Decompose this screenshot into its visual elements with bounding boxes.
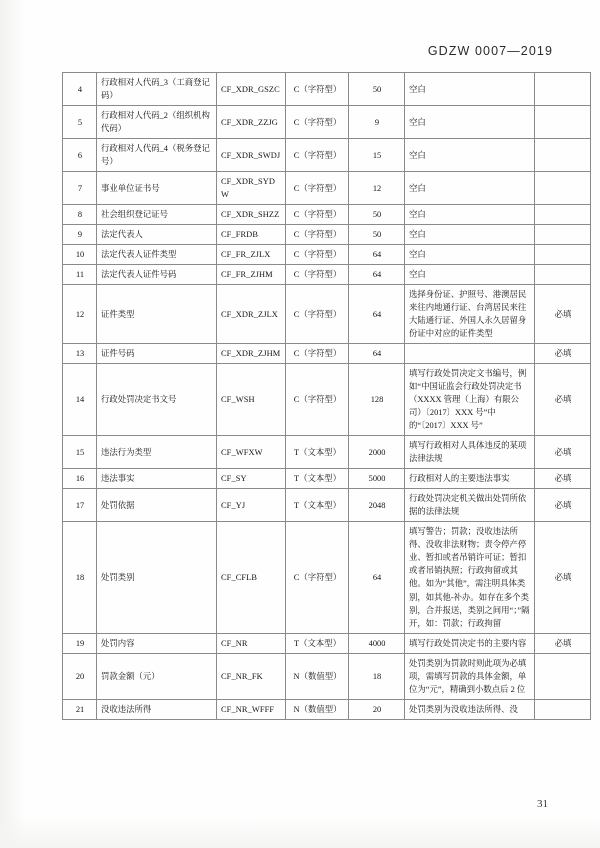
table-row [63, 344, 591, 364]
length-cell: 50 [349, 73, 405, 106]
description-cell: 空白 [405, 225, 535, 245]
item-code-cell: CF_XDR_SYDW [217, 172, 286, 205]
description-cell: 填写警告；罚款；没收违法所得、没收非法财物；责令停产停业、暂扣或者吊销许可证；暂扣或者吊销执照；行政拘留或其他。如为“其他”，需注明具体类别，如其他-补办。如存在多个类别，合并报送，类别之间用“；”隔开，如：罚款；行政拘留 [405, 522, 535, 633]
standard-number-header: GDZW 0007—2019 [427, 44, 553, 58]
data-type-cell: T（文本型） [286, 489, 349, 522]
length-cell: 64 [349, 285, 405, 344]
row-number-cell: 14 [63, 364, 97, 436]
item-code-cell: CF_NR_WFFF [217, 699, 286, 719]
scan-edge-shading-left [0, 0, 26, 848]
data-type-cell: C（字符型） [286, 73, 349, 106]
table-row [63, 106, 591, 139]
item-name-cell: 行政相对人代码_3（工商登记码） [97, 73, 217, 106]
item-code-cell: CF_WFXW [217, 436, 286, 469]
table-row [63, 245, 591, 265]
item-name-cell: 处罚类别 [97, 522, 217, 633]
description-cell: 空白 [405, 205, 535, 225]
data-type-cell: N（数值型） [286, 699, 349, 719]
description-cell: 填写行政处罚决定书的主要内容 [405, 633, 535, 653]
item-name-cell: 法定代表人 [97, 225, 217, 245]
table-row [63, 139, 591, 172]
item-name-cell: 违法行为类型 [97, 436, 217, 469]
required-cell: 必填 [535, 285, 591, 344]
item-code-cell: CF_XDR_ZJHM [217, 344, 286, 364]
item-code-cell: CF_XDR_SHZZ [217, 205, 286, 225]
description-cell: 填写行政相对人具体违反的某项法律法规 [405, 436, 535, 469]
item-name-cell: 事业单位证书号 [97, 172, 217, 205]
length-cell: 5000 [349, 469, 405, 489]
item-code-cell: CF_FR_ZJHM [217, 265, 286, 285]
row-number-cell: 20 [63, 653, 97, 699]
data-type-cell: C（字符型） [286, 245, 349, 265]
data-type-cell: T（文本型） [286, 633, 349, 653]
item-name-cell: 法定代表人证件类型 [97, 245, 217, 265]
item-code-cell: CF_NR_FK [217, 653, 286, 699]
description-cell [405, 699, 535, 719]
data-type-cell: C（字符型） [286, 225, 349, 245]
required-cell: 必填 [535, 633, 591, 653]
row-number-cell: 10 [63, 245, 97, 265]
item-name-cell: 罚款金额（元） [97, 653, 217, 699]
required-cell: 必填 [535, 489, 591, 522]
length-cell: 2048 [349, 489, 405, 522]
row-number-cell: 9 [63, 225, 97, 245]
data-type-cell: C（字符型） [286, 344, 349, 364]
item-code-cell: CF_YJ [217, 489, 286, 522]
table-row [63, 469, 591, 489]
item-name-cell: 行政相对人代码_2（组织机构代码） [97, 106, 217, 139]
table-row [63, 522, 591, 633]
item-name-cell: 证件类型 [97, 285, 217, 344]
description-cell: 填写行政处罚决定文书编号，例如“中国证监会行政处罚决定书（XXXX 管理（上海）有限公司）〔2017〕XXX 号”中的“〔2017〕XXX 号” [405, 364, 535, 436]
item-name-cell: 社会组织登记证号 [97, 205, 217, 225]
row-number-cell: 18 [63, 522, 97, 633]
item-code-cell: CF_XDR_SWDJ [217, 139, 286, 172]
row-number-cell: 17 [63, 489, 97, 522]
data-item-spec-table [62, 72, 591, 720]
required-cell [535, 225, 591, 245]
row-number-cell: 7 [63, 172, 97, 205]
item-code-cell: CF_NR [217, 633, 286, 653]
item-name-cell: 处罚依据 [97, 489, 217, 522]
required-cell [535, 653, 591, 699]
required-cell [535, 172, 591, 205]
table-row [63, 172, 591, 205]
required-cell [535, 205, 591, 225]
item-name-cell: 处罚内容 [97, 633, 217, 653]
table-row [63, 225, 591, 245]
required-cell: 必填 [535, 469, 591, 489]
required-cell [535, 106, 591, 139]
item-code-cell: CF_XDR_ZZJG [217, 106, 286, 139]
item-code-cell: CF_FR_ZJLX [217, 245, 286, 265]
description-cell: 空白 [405, 139, 535, 172]
length-cell: 2000 [349, 436, 405, 469]
table-row [63, 73, 591, 106]
table-row-truncated [63, 699, 591, 719]
table-row [63, 205, 591, 225]
length-cell: 20 [349, 699, 405, 719]
row-number-cell: 19 [63, 633, 97, 653]
data-type-cell: C（字符型） [286, 205, 349, 225]
data-type-cell: T（文本型） [286, 436, 349, 469]
row-number-cell: 6 [63, 139, 97, 172]
data-type-cell: C（字符型） [286, 285, 349, 344]
required-cell: 必填 [535, 522, 591, 633]
item-code-cell: CF_WSH [217, 364, 286, 436]
required-cell [535, 73, 591, 106]
item-code-cell: CF_CFLB [217, 522, 286, 633]
required-cell [535, 245, 591, 265]
length-cell: 4000 [349, 633, 405, 653]
description-cell: 选择身份证、护照号、港澳居民来往内地通行证、台湾居民来往大陆通行证、外国人永久居留身份证中对应的证件类型 [405, 285, 535, 344]
item-name-cell: 违法事实 [97, 469, 217, 489]
length-cell: 50 [349, 205, 405, 225]
length-cell: 18 [349, 653, 405, 699]
description-cell [405, 344, 535, 364]
data-type-cell: C（字符型） [286, 172, 349, 205]
required-cell: 必填 [535, 344, 591, 364]
required-cell: 必填 [535, 364, 591, 436]
required-cell [535, 699, 591, 719]
row-number-cell: 21 [63, 699, 97, 719]
description-cell: 空白 [405, 106, 535, 139]
required-cell [535, 139, 591, 172]
length-cell: 64 [349, 344, 405, 364]
length-cell: 9 [349, 106, 405, 139]
row-number-cell: 15 [63, 436, 97, 469]
description-cell: 行政相对人的主要违法事实 [405, 469, 535, 489]
description-cell: 空白 [405, 73, 535, 106]
row-number-cell: 4 [63, 73, 97, 106]
item-code-cell: CF_XDR_ZJLX [217, 285, 286, 344]
item-name-cell: 没收违法所得 [97, 699, 217, 719]
required-cell [535, 265, 591, 285]
length-cell: 12 [349, 172, 405, 205]
table-row [63, 633, 591, 653]
data-type-cell: C（字符型） [286, 522, 349, 633]
length-cell: 15 [349, 139, 405, 172]
length-cell: 50 [349, 225, 405, 245]
data-type-cell: C（字符型） [286, 106, 349, 139]
description-cell: 空白 [405, 172, 535, 205]
table-row [63, 364, 591, 436]
item-name-cell: 行政相对人代码_4（税务登记号） [97, 139, 217, 172]
table-row [63, 489, 591, 522]
length-cell: 128 [349, 364, 405, 436]
description-text: 处罚类别为没收违法所得、没 [409, 704, 518, 714]
data-type-cell: N（数值型） [286, 653, 349, 699]
data-type-cell: C（字符型） [286, 364, 349, 436]
row-number-cell: 13 [63, 344, 97, 364]
table-body [63, 73, 591, 720]
item-code-cell: CF_SY [217, 469, 286, 489]
item-name-cell: 行政处罚决定书文号 [97, 364, 217, 436]
row-number-cell: 11 [63, 265, 97, 285]
row-number-cell: 8 [63, 205, 97, 225]
item-code-cell: CF_XDR_GSZC [217, 73, 286, 106]
table-row [63, 285, 591, 344]
data-type-cell: C（字符型） [286, 265, 349, 285]
description-cell: 行政处罚决定机关做出处罚所依据的法律法规 [405, 489, 535, 522]
item-code-cell: CF_FRDB [217, 225, 286, 245]
table-row [63, 653, 591, 699]
length-cell: 64 [349, 245, 405, 265]
row-number-cell: 5 [63, 106, 97, 139]
length-cell: 64 [349, 265, 405, 285]
description-cell: 空白 [405, 265, 535, 285]
page-number: 31 [537, 798, 548, 810]
item-name-cell: 证件号码 [97, 344, 217, 364]
scan-edge-shading-bottom [0, 818, 600, 848]
description-cell: 空白 [405, 245, 535, 265]
data-type-cell: T（文本型） [286, 469, 349, 489]
length-cell: 64 [349, 522, 405, 633]
required-cell: 必填 [535, 436, 591, 469]
table-row [63, 265, 591, 285]
row-number-cell: 12 [63, 285, 97, 344]
data-type-cell: C（字符型） [286, 139, 349, 172]
item-name-cell: 法定代表人证件号码 [97, 265, 217, 285]
description-cell: 处罚类别为罚款时则此项为必填项，需填写罚款的具体金额，单位为“元”，精确到小数点后 2 位 [405, 653, 535, 699]
row-number-cell: 16 [63, 469, 97, 489]
table-row [63, 436, 591, 469]
